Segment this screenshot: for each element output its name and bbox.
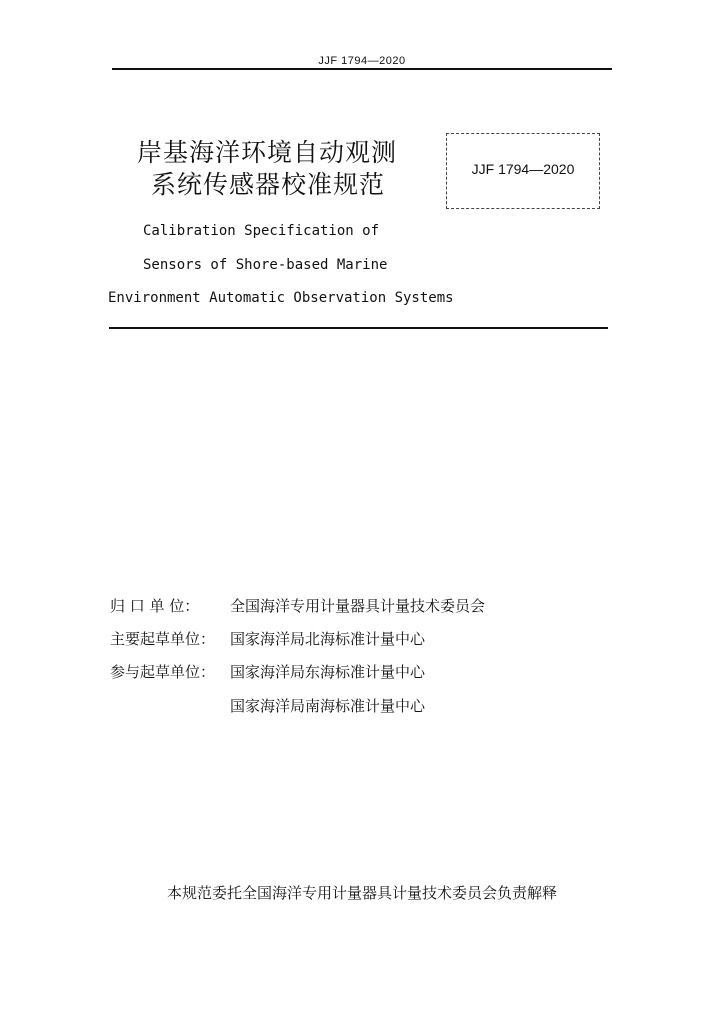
main-drafter-label: 主要起草单位： [110, 630, 216, 648]
co-drafter-label: 参与起草单位： [110, 663, 216, 681]
chinese-title-line-2: 系统传感器校准规范 [151, 170, 386, 199]
header-standard-code: JJF 1794—2020 [318, 55, 406, 67]
interpretation-note: 本规范委托全国海洋专用计量器具计量技术委员会负责解释 [166, 884, 557, 902]
standard-code-box [446, 133, 600, 209]
title-rule [109, 327, 608, 329]
main-drafter-value: 国家海洋局北海标准计量中心 [230, 630, 426, 648]
english-title-line-1: Calibration Specification of [143, 223, 380, 239]
co-drafter-value-2: 国家海洋局南海标准计量中心 [230, 697, 426, 715]
responsible-unit-label: 归 口 单 位： [110, 597, 200, 615]
standard-code-box-text: JJF 1794—2020 [471, 161, 575, 177]
co-drafter-value-1: 国家海洋局东海标准计量中心 [230, 663, 426, 681]
responsible-unit-value: 全国海洋专用计量器具计量技术委员会 [230, 597, 486, 615]
header-rule [112, 68, 612, 70]
chinese-title-line-1: 岸基海洋环境自动观测 [137, 138, 398, 167]
english-title-line-2: Sensors of Shore-based Marine [143, 257, 388, 273]
english-title-line-3: Environment Automatic Observation Systems [108, 290, 454, 306]
